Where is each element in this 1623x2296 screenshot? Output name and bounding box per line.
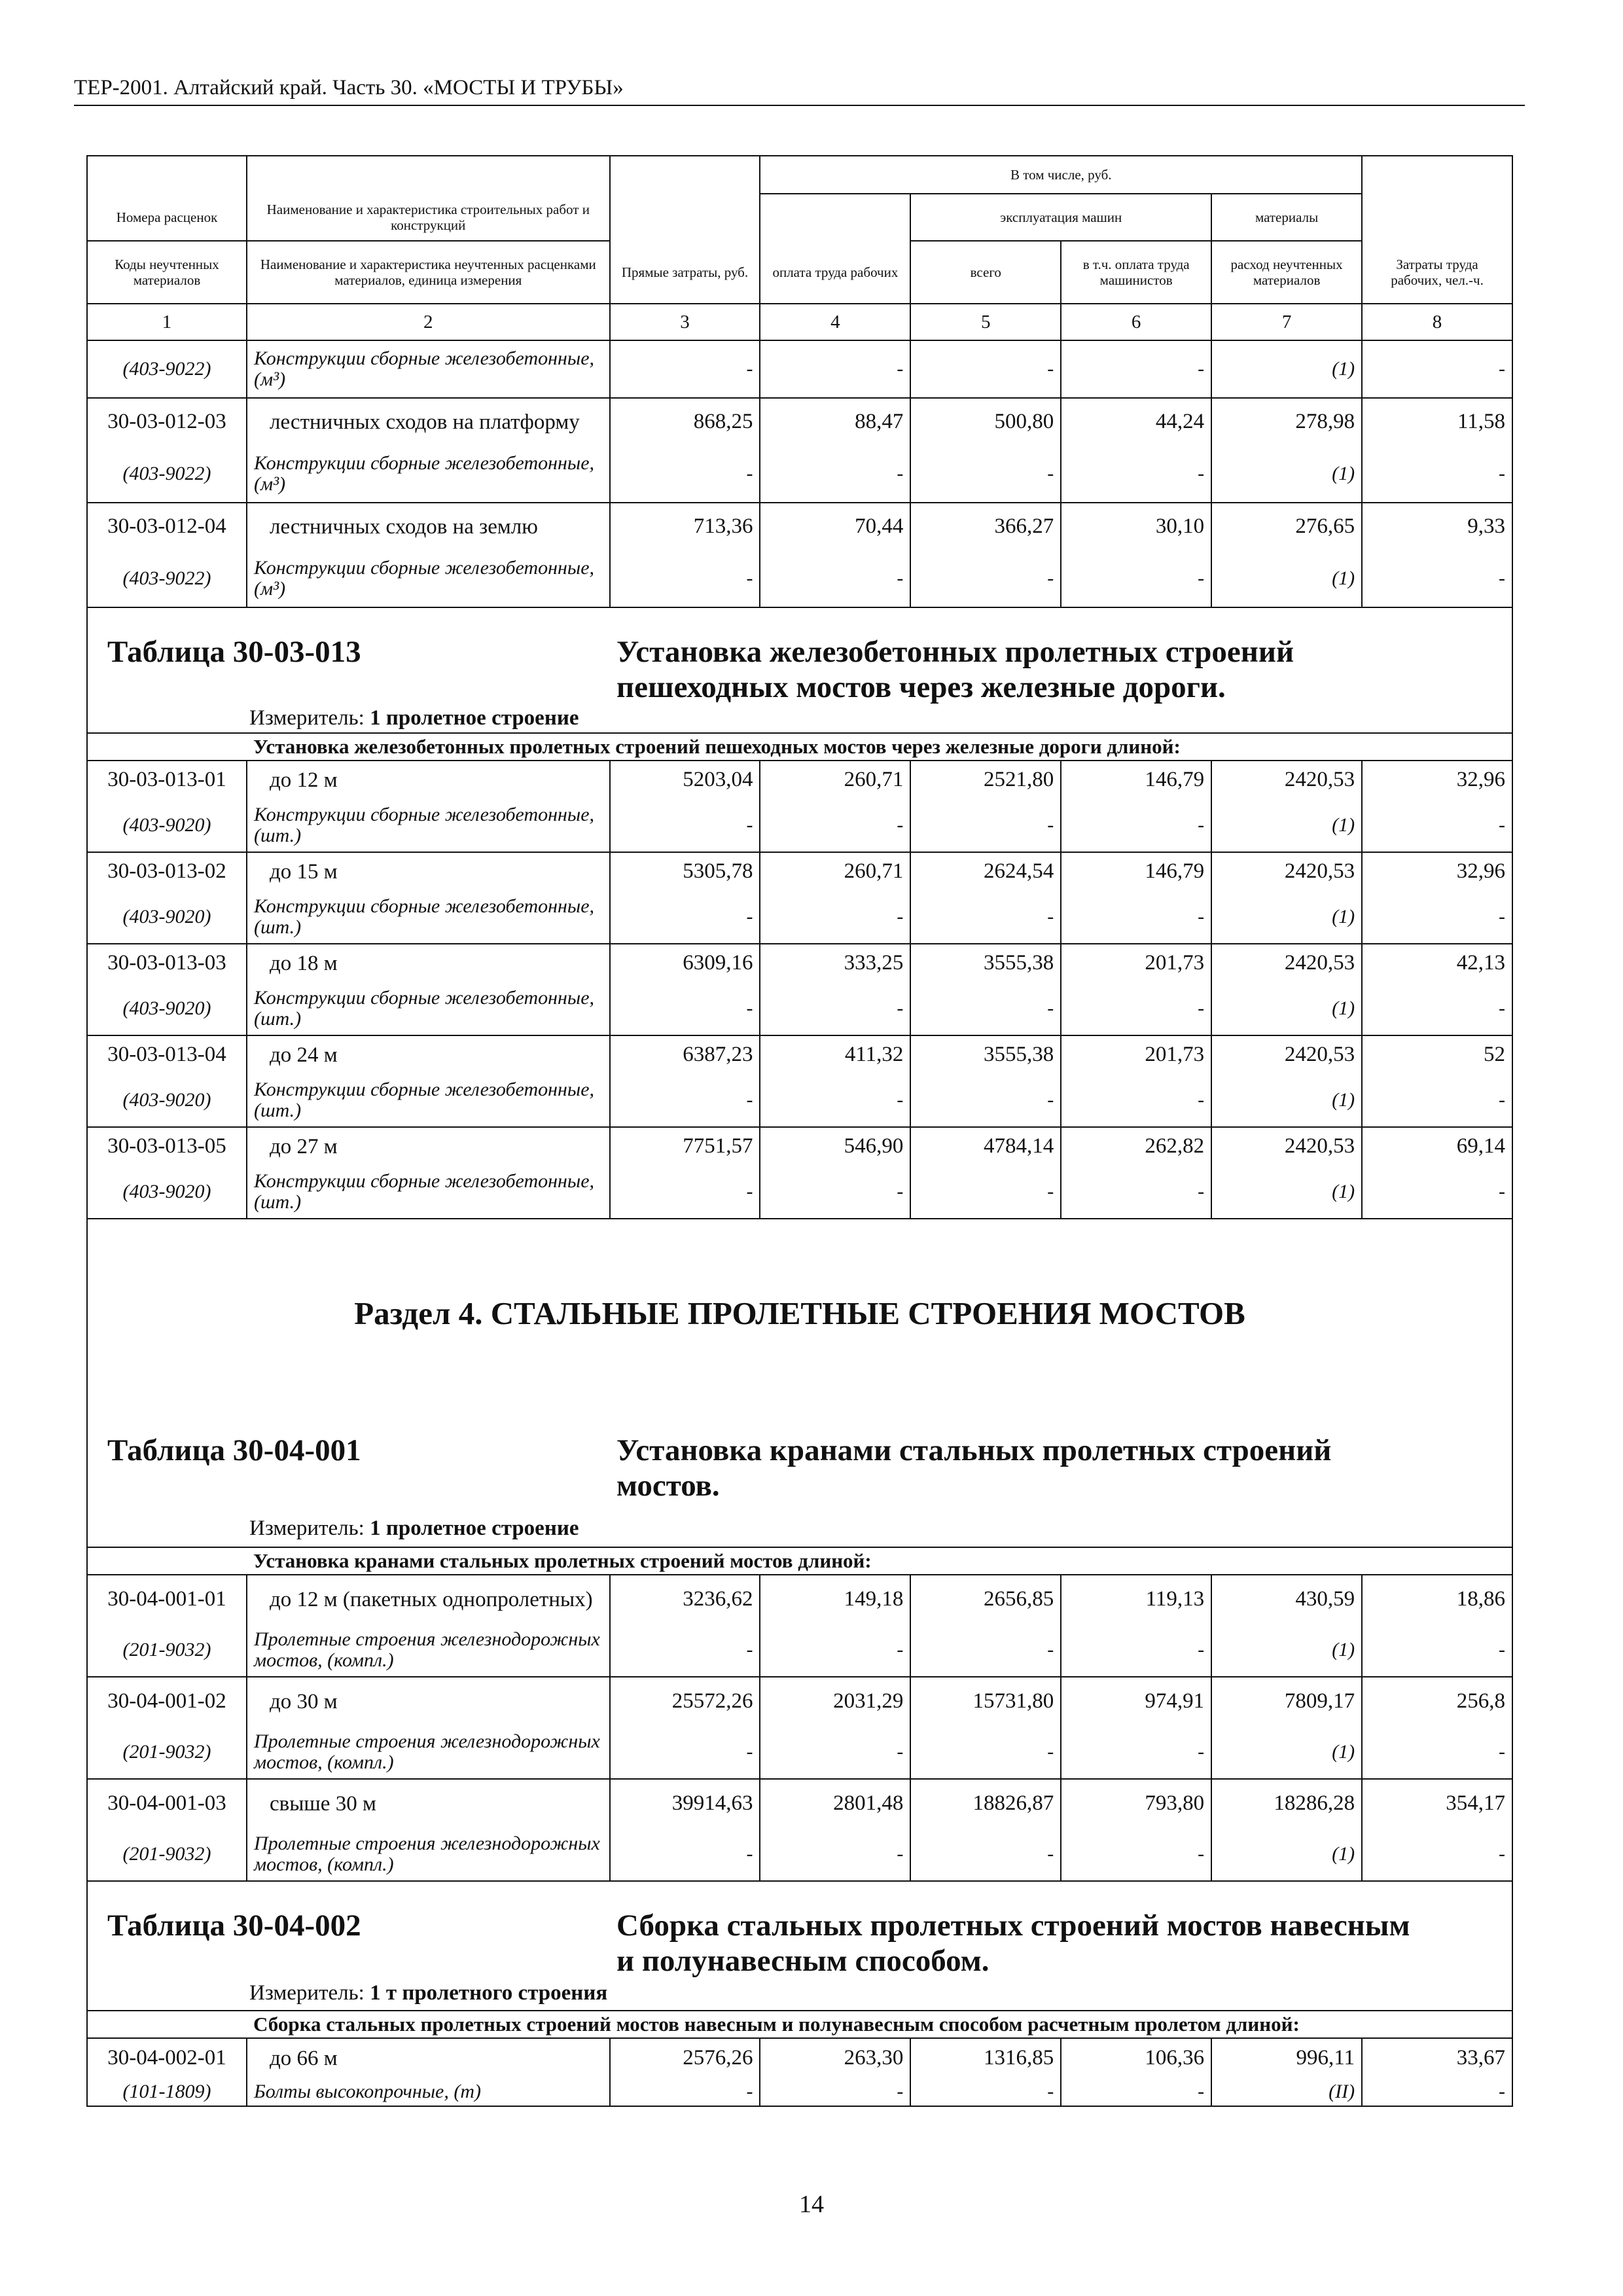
material-code: (403-9020) <box>87 798 247 852</box>
cost-value: - <box>760 1165 910 1219</box>
work-name-text: до 30 м <box>270 1689 338 1713</box>
cost-value: 2420,53 <box>1211 761 1362 798</box>
cost-value: 9,33 <box>1362 503 1512 550</box>
rate-code: 30-03-013-02 <box>87 852 247 890</box>
cost-value: - <box>910 445 1061 503</box>
work-name-text: до 12 м (пакетных однопролетных) <box>270 1587 593 1611</box>
cost-value: - <box>910 982 1061 1035</box>
table-30-04-002-caption <box>87 1881 1512 2038</box>
cost-value: 15731,80 <box>910 1677 1061 1725</box>
cost-value: (1) <box>1211 340 1362 398</box>
cost-value: (1) <box>1211 1827 1362 1881</box>
work-name <box>247 944 610 982</box>
work-name <box>247 1575 610 1623</box>
cost-value: 69,14 <box>1362 1127 1512 1165</box>
cost-value: - <box>1362 550 1512 607</box>
cost-value: - <box>760 1623 910 1677</box>
cost-value: - <box>1061 1165 1211 1219</box>
cost-value: 2420,53 <box>1211 852 1362 890</box>
work-name <box>247 398 610 445</box>
cost-value: 5203,04 <box>610 761 760 798</box>
cost-value: 2656,85 <box>910 1575 1061 1623</box>
cost-value: - <box>1362 1623 1512 1677</box>
material-code: (201-9032) <box>87 1827 247 1881</box>
cost-value: 52 <box>1362 1035 1512 1073</box>
cost-value: - <box>1362 340 1512 398</box>
cost-value: - <box>910 1827 1061 1881</box>
cost-value: 366,27 <box>910 503 1061 550</box>
cost-value: 793,80 <box>1061 1779 1211 1827</box>
header-operators-pay: в т.ч. оплата труда машинистов <box>1061 241 1211 304</box>
cost-value: - <box>760 982 910 1035</box>
material-row <box>87 1827 1512 1881</box>
material-row <box>87 550 1512 607</box>
cost-value: 7809,17 <box>1211 1677 1362 1725</box>
material-code: (403-9022) <box>87 550 247 607</box>
cost-value: 3236,62 <box>610 1575 760 1623</box>
cost-value: - <box>910 1623 1061 1677</box>
header-material-consumption: расход неучтенных материалов <box>1211 241 1362 304</box>
header-cell-empty <box>87 156 247 194</box>
material-name: Конструкции сборные железобетонные, (шт.) <box>247 890 610 944</box>
cost-value: - <box>610 445 760 503</box>
cost-value: 2576,26 <box>610 2038 760 2077</box>
cost-value: 201,73 <box>1061 944 1211 982</box>
work-name-text: до 27 м <box>270 1134 338 1158</box>
page-header: ТЕР-2001. Алтайский край. Часть 30. «МОСТЫ И ТРУБЫ» <box>74 73 1525 106</box>
work-name-text: лестничных сходов на землю <box>270 514 538 539</box>
cost-value: - <box>610 1073 760 1127</box>
cost-value: - <box>1362 1073 1512 1127</box>
cost-value: 256,8 <box>1362 1677 1512 1725</box>
table-30-04-001-caption <box>87 1412 1512 1575</box>
table-block-30-03-012 <box>87 340 1512 607</box>
rate-code: 30-03-013-01 <box>87 761 247 798</box>
cost-value: 6387,23 <box>610 1035 760 1073</box>
measure-prefix: Измеритель: <box>249 706 365 730</box>
cost-value: - <box>1362 890 1512 944</box>
cost-value: (1) <box>1211 445 1362 503</box>
cost-value: (1) <box>1211 1165 1362 1219</box>
cost-value: - <box>1061 1827 1211 1881</box>
header-cell-empty <box>1362 194 1512 241</box>
header-cell-empty <box>1362 156 1512 194</box>
header-col2-bottom: Наименование и характеристика неучтенных расценками материалов, единица измерения <box>247 241 610 304</box>
cost-value: (1) <box>1211 1623 1362 1677</box>
cost-value: 33,67 <box>1362 2038 1512 2077</box>
cost-value: 30,10 <box>1061 503 1211 550</box>
cost-value: - <box>1061 982 1211 1035</box>
measure-value: 1 пролетное строение <box>370 1516 579 1540</box>
work-name <box>247 852 610 890</box>
rate-row <box>87 944 1512 982</box>
cost-value: - <box>610 798 760 852</box>
cost-value: 149,18 <box>760 1575 910 1623</box>
column-number: 5 <box>910 304 1061 340</box>
material-row <box>87 1073 1512 1127</box>
material-name: Конструкции сборные железобетонные, (шт.) <box>247 982 610 1035</box>
cost-value: - <box>610 1623 760 1677</box>
cost-value: - <box>610 550 760 607</box>
cost-value: 411,32 <box>760 1035 910 1073</box>
material-name: Конструкции сборные железобетонные, (шт.) <box>247 798 610 852</box>
header-cell-empty <box>610 156 760 194</box>
cost-value: 262,82 <box>1061 1127 1211 1165</box>
cost-value: 18,86 <box>1362 1575 1512 1623</box>
material-name: Конструкции сборные железобетонные, (шт.) <box>247 1165 610 1219</box>
material-code: (201-9032) <box>87 1623 247 1677</box>
cost-value: - <box>1061 550 1211 607</box>
cost-value: 2420,53 <box>1211 1127 1362 1165</box>
cost-value: 974,91 <box>1061 1677 1211 1725</box>
table-30-03-013-caption <box>87 607 1512 761</box>
material-code: (201-9032) <box>87 1725 247 1779</box>
cost-value: - <box>1362 1725 1512 1779</box>
work-name-text: свыше 30 м <box>270 1791 376 1816</box>
cost-value: 201,73 <box>1061 1035 1211 1073</box>
cost-value: - <box>1362 798 1512 852</box>
table-rows-30-04-001 <box>87 1575 1512 1881</box>
work-name-text: до 24 м <box>270 1043 338 1067</box>
table-number: Таблица 30-03-013 <box>107 635 361 669</box>
cost-value: 42,13 <box>1362 944 1512 982</box>
cost-value: - <box>760 550 910 607</box>
table-title: Установка железобетонных пролетных строений пешеходных мостов через железные дороги. <box>616 635 1294 704</box>
cost-value: 6309,16 <box>610 944 760 982</box>
header-cell-empty <box>610 194 760 241</box>
cost-value: 32,96 <box>1362 852 1512 890</box>
cost-value: - <box>760 1827 910 1881</box>
section-title: Раздел 4. СТАЛЬНЫЕ ПРОЛЕТНЫЕ СТРОЕНИЯ МОСТОВ <box>354 1295 1245 1331</box>
cost-value: 39914,63 <box>610 1779 760 1827</box>
cost-value: - <box>610 340 760 398</box>
work-name <box>247 1779 610 1827</box>
measure-value: 1 пролетное строение <box>370 706 579 730</box>
cost-value: 18826,87 <box>910 1779 1061 1827</box>
material-row <box>87 2077 1512 2106</box>
table-subtitle: Сборка стальных пролетных строений мостов навесным и полунавесным способом расчетным пролетом длиной: <box>247 2011 1512 2038</box>
rate-row <box>87 1779 1512 1827</box>
material-code: (403-9020) <box>87 890 247 944</box>
cost-value: - <box>1061 445 1211 503</box>
cost-value: - <box>760 798 910 852</box>
column-number: 1 <box>87 304 247 340</box>
cost-value: 430,59 <box>1211 1575 1362 1623</box>
header-machines-total: всего <box>910 241 1061 304</box>
material-name: Болты высокопрочные, (т) <box>247 2077 610 2106</box>
header-cell-empty <box>247 156 610 194</box>
column-number: 8 <box>1362 304 1512 340</box>
measure-prefix: Измеритель: <box>249 1516 365 1540</box>
cost-value: - <box>610 1827 760 1881</box>
table-subtitle: Установка железобетонных пролетных строений пешеходных мостов через железные дороги длиной: <box>247 733 1512 761</box>
table-title: Сборка стальных пролетных строений мостов навесным и полунавесным способом. <box>616 1909 1410 1978</box>
material-row <box>87 1165 1512 1219</box>
cost-value: (1) <box>1211 890 1362 944</box>
cost-value: - <box>1061 890 1211 944</box>
material-name: Конструкции сборные железобетонные, (м³) <box>247 550 610 607</box>
rate-code: 30-03-013-03 <box>87 944 247 982</box>
rate-code: 30-03-013-05 <box>87 1127 247 1165</box>
cost-value: - <box>1061 1073 1211 1127</box>
table-number: Таблица 30-04-001 <box>107 1433 361 1467</box>
cost-value: - <box>1061 798 1211 852</box>
cost-value: 5305,78 <box>610 852 760 890</box>
measure-value: 1 т пролетного строения <box>370 1981 608 2005</box>
cost-value: (1) <box>1211 1725 1362 1779</box>
cost-value: - <box>610 2077 760 2106</box>
rate-code: 30-03-012-03 <box>87 398 247 445</box>
material-name: Конструкции сборные железобетонные, (шт.) <box>247 1073 610 1127</box>
cost-value: 106,36 <box>1061 2038 1211 2077</box>
cost-value: 278,98 <box>1211 398 1362 445</box>
material-row <box>87 982 1512 1035</box>
material-name: Пролетные строения железнодорожных мостов, (компл.) <box>247 1827 610 1881</box>
material-code: (403-9022) <box>87 340 247 398</box>
rate-row <box>87 1575 1512 1623</box>
material-row <box>87 445 1512 503</box>
cost-value: 18286,28 <box>1211 1779 1362 1827</box>
rate-code: 30-03-012-04 <box>87 503 247 550</box>
cost-value: - <box>1362 982 1512 1035</box>
material-row <box>87 798 1512 852</box>
rate-row <box>87 1127 1512 1165</box>
cost-value: 70,44 <box>760 503 910 550</box>
measure-prefix: Измеритель: <box>249 1981 365 2005</box>
cost-value: 868,25 <box>610 398 760 445</box>
measure-unit <box>249 1516 579 1541</box>
cost-value: - <box>910 1165 1061 1219</box>
cost-value: - <box>910 890 1061 944</box>
work-name <box>247 503 610 550</box>
cost-value: 276,65 <box>1211 503 1362 550</box>
rate-code: 30-04-001-01 <box>87 1575 247 1623</box>
cost-value: (1) <box>1211 1073 1362 1127</box>
cost-value: - <box>610 982 760 1035</box>
cost-value: 333,25 <box>760 944 910 982</box>
measure-unit <box>249 706 579 730</box>
work-name <box>247 761 610 798</box>
cost-value: 1316,85 <box>910 2038 1061 2077</box>
work-name <box>247 1035 610 1073</box>
cost-value: - <box>1061 2077 1211 2106</box>
cost-value: 88,47 <box>760 398 910 445</box>
page-number: 14 <box>799 2191 824 2218</box>
cost-value: - <box>1362 445 1512 503</box>
cost-value: 11,58 <box>1362 398 1512 445</box>
cost-value: 119,13 <box>1061 1575 1211 1623</box>
cost-value: 44,24 <box>1061 398 1211 445</box>
material-row <box>87 890 1512 944</box>
cost-value: - <box>610 890 760 944</box>
rate-code: 30-04-002-01 <box>87 2038 247 2077</box>
cost-value: 996,11 <box>1211 2038 1362 2077</box>
cost-value: - <box>610 1725 760 1779</box>
cost-value: 2420,53 <box>1211 1035 1362 1073</box>
header-col1-top: Номера расценок <box>87 194 247 241</box>
header-cell-empty <box>760 194 910 241</box>
price-table <box>86 155 1513 2107</box>
measure-unit <box>249 1981 607 2005</box>
cost-value: - <box>1061 340 1211 398</box>
column-number: 6 <box>1061 304 1211 340</box>
cost-value: - <box>610 1165 760 1219</box>
material-name: Пролетные строения железнодорожных мостов, (компл.) <box>247 1623 610 1677</box>
cost-value: 713,36 <box>610 503 760 550</box>
rate-row <box>87 852 1512 890</box>
work-name-text: до 66 м <box>270 2046 338 2070</box>
cost-value: - <box>1061 1623 1211 1677</box>
section-4-heading <box>87 1219 1512 1412</box>
work-name <box>247 1127 610 1165</box>
rate-row <box>87 761 1512 798</box>
material-code: (403-9020) <box>87 982 247 1035</box>
table-title: Установка кранами стальных пролетных строений мостов. <box>616 1433 1332 1503</box>
cost-value: 146,79 <box>1061 852 1211 890</box>
material-name: Конструкции сборные железобетонные, (м³) <box>247 445 610 503</box>
header-col2-top: Наименование и характеристика строительных работ и конструкций <box>247 194 610 241</box>
work-name-text: до 18 м <box>270 951 338 975</box>
material-code: (403-9022) <box>87 445 247 503</box>
work-name-text: до 15 м <box>270 859 338 884</box>
work-name <box>247 2038 610 2077</box>
cost-value: - <box>910 1725 1061 1779</box>
cost-value: 546,90 <box>760 1127 910 1165</box>
cost-value: - <box>910 340 1061 398</box>
work-name-text: до 12 м <box>270 768 338 792</box>
material-code: (101-1809) <box>87 2077 247 2106</box>
cost-value: 146,79 <box>1061 761 1211 798</box>
material-name: Пролетные строения железнодорожных мостов, (компл.) <box>247 1725 610 1779</box>
cost-value: 354,17 <box>1362 1779 1512 1827</box>
column-number: 2 <box>247 304 610 340</box>
rate-code: 30-04-001-02 <box>87 1677 247 1725</box>
cost-value: (II) <box>1211 2077 1362 2106</box>
cost-value: 2624,54 <box>910 852 1061 890</box>
cost-value: - <box>760 1725 910 1779</box>
material-row <box>87 1725 1512 1779</box>
cost-value: - <box>760 2077 910 2106</box>
column-number: 3 <box>610 304 760 340</box>
rate-row <box>87 503 1512 550</box>
cost-value: 260,71 <box>760 761 910 798</box>
cost-value: - <box>760 445 910 503</box>
header-labor-pay: оплата труда рабочих <box>760 241 910 304</box>
cost-value: - <box>1362 2077 1512 2106</box>
rate-row <box>87 398 1512 445</box>
cost-value: - <box>760 1073 910 1127</box>
table-subtitle: Установка кранами стальных пролетных строений мостов длиной: <box>247 1547 1512 1575</box>
cost-value: 2420,53 <box>1211 944 1362 982</box>
cost-value: - <box>1362 1827 1512 1881</box>
rate-row <box>87 1677 1512 1725</box>
cost-value: - <box>910 798 1061 852</box>
rate-code: 30-04-001-03 <box>87 1779 247 1827</box>
cost-value: - <box>1061 1725 1211 1779</box>
work-name <box>247 1677 610 1725</box>
cost-value: 3555,38 <box>910 1035 1061 1073</box>
cost-value: 2031,29 <box>760 1677 910 1725</box>
cost-value: - <box>910 2077 1061 2106</box>
header-machines: эксплуатация машин <box>910 194 1211 241</box>
header-col1-bottom: Коды неучтенных материалов <box>87 241 247 304</box>
header-direct-costs: Прямые затраты, руб. <box>610 241 760 304</box>
cost-value: 25572,26 <box>610 1677 760 1725</box>
rate-code: 30-03-013-04 <box>87 1035 247 1073</box>
cost-value: - <box>1362 1165 1512 1219</box>
column-number: 7 <box>1211 304 1362 340</box>
material-name: Конструкции сборные железобетонные, (м³) <box>247 340 610 398</box>
cost-value: - <box>760 890 910 944</box>
cost-value: - <box>760 340 910 398</box>
rate-row <box>87 2038 1512 2077</box>
table-rows-30-03-013 <box>87 761 1512 1219</box>
cost-value: 260,71 <box>760 852 910 890</box>
material-code: (403-9020) <box>87 1165 247 1219</box>
cost-value: 2801,48 <box>760 1779 910 1827</box>
header-included: В том числе, руб. <box>760 156 1362 194</box>
cost-value: - <box>910 1073 1061 1127</box>
work-name-text: лестничных сходов на платформу <box>270 410 580 434</box>
cost-value: 500,80 <box>910 398 1061 445</box>
cost-value: (1) <box>1211 550 1362 607</box>
header-labor-hours: Затраты труда рабочих, чел.-ч. <box>1362 241 1512 304</box>
table-number: Таблица 30-04-002 <box>107 1909 361 1943</box>
cost-value: 3555,38 <box>910 944 1061 982</box>
material-code: (403-9020) <box>87 1073 247 1127</box>
cost-value: 7751,57 <box>610 1127 760 1165</box>
cost-value: 32,96 <box>1362 761 1512 798</box>
column-number: 4 <box>760 304 910 340</box>
cost-value: (1) <box>1211 982 1362 1035</box>
table-rows-30-04-002 <box>87 2038 1512 2106</box>
cost-value: (1) <box>1211 798 1362 852</box>
rate-row <box>87 1035 1512 1073</box>
cost-value: 2521,80 <box>910 761 1061 798</box>
material-row <box>87 340 1512 398</box>
cost-value: 4784,14 <box>910 1127 1061 1165</box>
cost-value: - <box>910 550 1061 607</box>
material-row <box>87 1623 1512 1677</box>
header-materials: материалы <box>1211 194 1362 241</box>
cost-value: 263,30 <box>760 2038 910 2077</box>
